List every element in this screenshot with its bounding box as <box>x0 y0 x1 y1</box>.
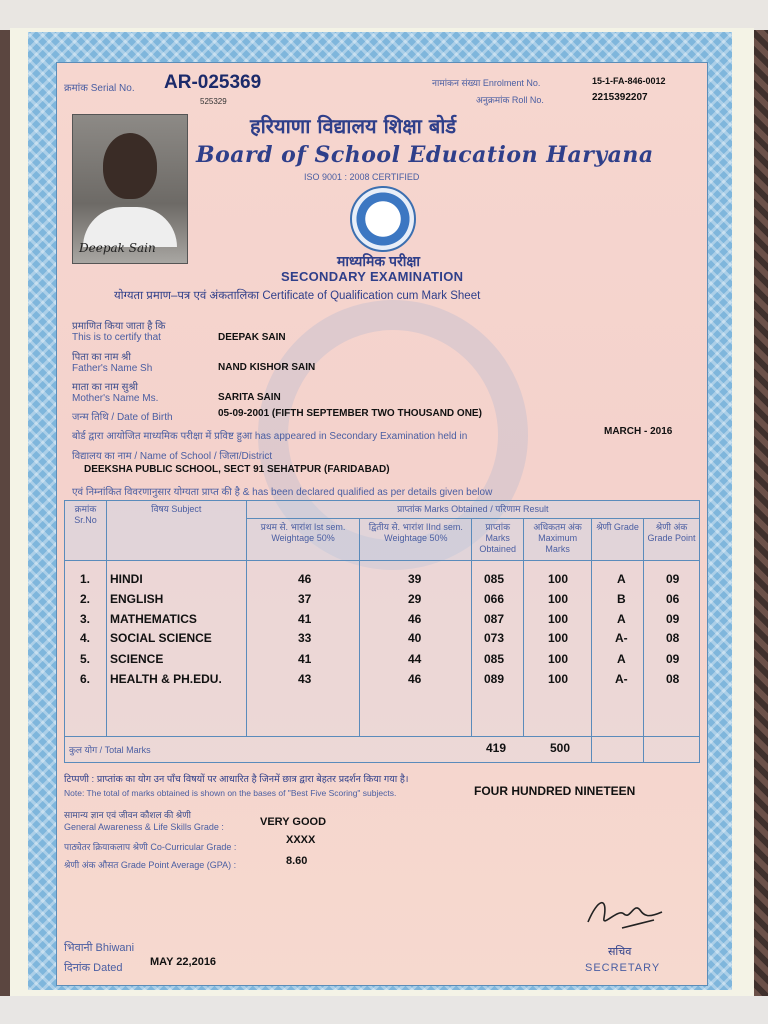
row-obtained: 087 <box>484 612 505 626</box>
background-top <box>0 0 768 30</box>
roll-value: 2215392207 <box>592 92 648 103</box>
total-label: कुल योग / Total Marks <box>69 745 151 755</box>
secretary-english: SECRETARY <box>585 962 661 974</box>
background-right <box>754 30 768 996</box>
row-grade-point: 06 <box>666 592 680 606</box>
iso-certification: ISO 9001 : 2008 CERTIFIED <box>304 172 420 182</box>
row-max: 100 <box>548 572 569 586</box>
header-srno: क्रमांक Sr.No <box>65 501 107 561</box>
row-grade-point: 09 <box>666 652 680 666</box>
mother-label-english: Mother's Name Ms. <box>72 393 159 404</box>
board-name-hindi: हरियाणा विद्यालय शिक्षा बोर्ड <box>250 114 457 138</box>
row-obtained: 085 <box>484 652 505 666</box>
header-grade-point: श्रेणी अंक Grade Point <box>644 519 700 561</box>
issue-date: MAY 22,2016 <box>150 956 217 968</box>
father-label-hindi: पिता का नाम श्री <box>72 352 131 363</box>
total-obtained: 419 <box>486 741 507 755</box>
appeared-text: बोर्ड द्वारा आयोजित माध्यमिक परीक्षा में प्रविष्ट हुआ has appeared in Secondary Examination held in <box>72 431 468 442</box>
exam-name-hindi: माध्यमिक परीक्षा <box>337 253 420 269</box>
row-sr: 1. <box>80 572 91 586</box>
header-maximum: अधिकतम अंक Maximum Marks <box>524 519 592 561</box>
secretary-hindi: सचिव <box>608 946 632 958</box>
exam-month: MARCH - 2016 <box>604 426 673 437</box>
note-english: Note: The total of marks obtained is shown on the bases of "Best Five Scoring" subjects. <box>64 788 397 798</box>
gpa-label: श्रेणी अंक औसत Grade Point Average (GPA) : <box>64 860 237 870</box>
header-subject: विषय Subject <box>106 501 246 561</box>
row-sr: 6. <box>80 672 91 686</box>
row-sem1: 41 <box>298 612 312 626</box>
school-name: DEEKSHA PUBLIC SCHOOL, SECT 91 SEHATPUR (FARIDABAD) <box>84 464 390 475</box>
exam-name-english: SECONDARY EXAMINATION <box>281 269 464 284</box>
row-grade-point: 08 <box>666 631 680 645</box>
total-in-words: FOUR HUNDRED NINETEEN <box>474 784 636 798</box>
row-sr: 4. <box>80 631 91 645</box>
ga-label-english: General Awareness & Life Skills Grade : <box>64 822 224 832</box>
date-of-birth: 05-09-2001 (FIFTH SEPTEMBER TWO THOUSAND ONE) <box>218 408 482 419</box>
note-hindi: टिप्पणी : प्राप्तांक का योग उन पाँच विषयों पर आधारित है जिनमें छात्र द्वारा बेहतर प्रदर्शन किया गया है। <box>64 774 409 785</box>
row-sr: 2. <box>80 592 91 606</box>
row-max: 100 <box>548 631 569 645</box>
board-seal-icon <box>350 186 416 252</box>
certify-label-english: This is to certify that <box>72 332 161 343</box>
photo-head <box>103 133 157 199</box>
header-obtained: प्राप्तांक Marks Obtained <box>472 519 524 561</box>
row-sem2: 46 <box>408 612 422 626</box>
row-grade: A <box>617 572 626 586</box>
serial-sub-number: 525329 <box>200 97 227 106</box>
declared-text: एवं निम्नांकित विवरणानुसार योग्यता प्राप्त की है & has been declared qualified as per details given below <box>72 487 493 498</box>
row-max: 100 <box>548 612 569 626</box>
row-sr: 5. <box>80 652 91 666</box>
background-bottom <box>0 996 768 1024</box>
roll-label: अनुक्रमांक Roll No. <box>476 95 544 105</box>
row-grade: B <box>617 592 626 606</box>
board-name-english: Board of School Education Haryana <box>196 142 654 168</box>
row-sem1: 41 <box>298 652 312 666</box>
row-grade-point: 09 <box>666 572 680 586</box>
gpa-value: 8.60 <box>286 855 308 867</box>
row-obtained: 073 <box>484 631 505 645</box>
row-subject: HINDI <box>110 572 143 586</box>
row-sem1: 37 <box>298 592 312 606</box>
row-max: 100 <box>548 672 569 686</box>
row-sem2: 39 <box>408 572 422 586</box>
row-sr: 3. <box>80 612 91 626</box>
row-sem2: 40 <box>408 631 422 645</box>
row-grade-point: 09 <box>666 612 680 626</box>
row-sem1: 43 <box>298 672 312 686</box>
total-maximum: 500 <box>550 741 571 755</box>
mother-label-hindi: माता का नाम सुश्री <box>72 382 139 393</box>
row-max: 100 <box>548 592 569 606</box>
row-sem2: 29 <box>408 592 422 606</box>
certificate-title: योग्यता प्रमाण–पत्र एवं अंकतालिका Certificate of Qualification cum Mark Sheet <box>114 290 481 302</box>
place-label: भिवानी Bhiwani <box>64 942 135 954</box>
ga-label-hindi: सामान्य ज्ञान एवं जीवन कौशल की श्रेणी <box>64 810 192 820</box>
header-sem1: प्रथम से. भारांश Ist sem. Weightage 50% <box>246 519 360 561</box>
row-grade: A <box>617 612 626 626</box>
row-sem2: 46 <box>408 672 422 686</box>
ga-grade-value: VERY GOOD <box>260 816 327 828</box>
school-label: विद्यालय का नाम / Name of School / जिला/District <box>72 451 273 462</box>
serial-label: क्रमांक Serial No. <box>64 83 135 94</box>
father-name: NAND KISHOR SAIN <box>218 362 316 373</box>
co-curricular-label: पाठ्येतर क्रियाकलाप श्रेणी Co-Curricular Grade : <box>64 842 237 852</box>
row-sem2: 44 <box>408 652 422 666</box>
row-max: 100 <box>548 652 569 666</box>
row-grade-point: 08 <box>666 672 680 686</box>
dob-label: जन्म तिथि / Date of Birth <box>72 412 173 423</box>
row-grade: A- <box>615 631 628 645</box>
row-sem1: 46 <box>298 572 312 586</box>
row-grade: A <box>617 652 626 666</box>
row-sem1: 33 <box>298 631 312 645</box>
photo-signature: Deepak Sain <box>79 241 156 255</box>
row-obtained: 085 <box>484 572 505 586</box>
row-subject: SOCIAL SCIENCE <box>110 631 212 645</box>
father-label-english: Father's Name Sh <box>72 363 153 374</box>
dated-label: दिनांक Dated <box>64 962 123 974</box>
certify-label-hindi: प्रमाणित किया जाता है कि <box>72 321 166 332</box>
enrolment-value: 15-1-FA-846-0012 <box>592 76 666 86</box>
row-subject: ENGLISH <box>110 592 164 606</box>
row-obtained: 089 <box>484 672 505 686</box>
serial-number: AR-025369 <box>164 72 262 93</box>
row-subject: SCIENCE <box>110 652 164 666</box>
secretary-signature-icon <box>578 888 668 938</box>
header-grade: श्रेणी Grade <box>592 519 644 561</box>
student-name: DEEPAK SAIN <box>218 332 286 343</box>
row-obtained: 066 <box>484 592 505 606</box>
row-subject: MATHEMATICS <box>110 612 197 626</box>
header-sem2: द्वितीय से. भारांश IInd sem. Weightage 50% <box>360 519 472 561</box>
header-marks-group: प्राप्तांक Marks Obtained / परिणाम Result <box>246 501 699 519</box>
student-photo <box>72 114 188 264</box>
row-grade: A- <box>615 672 628 686</box>
co-curricular-value: XXXX <box>286 834 316 846</box>
row-subject: HEALTH & PH.EDU. <box>110 672 222 686</box>
enrolment-label: नामांकन संख्या Enrolment No. <box>432 78 541 88</box>
mother-name: SARITA SAIN <box>218 392 281 403</box>
